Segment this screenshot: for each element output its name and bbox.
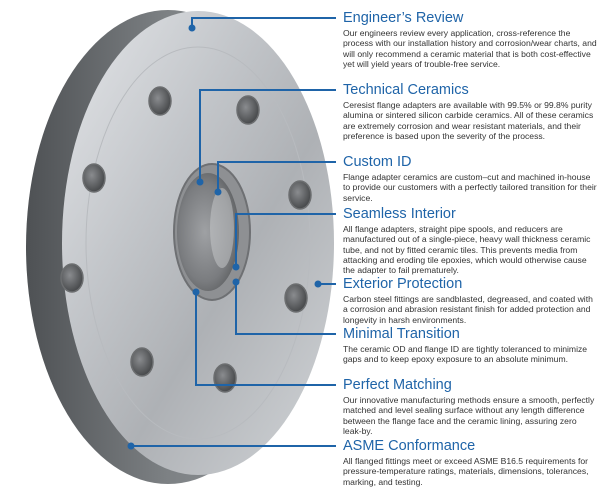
bore [174, 164, 250, 300]
feature-minimal-transition [343, 326, 597, 365]
bolt-hole [83, 164, 105, 192]
feature-body: Our engineers review every application, cross-reference the process with our installation history and corrosion/wear charts, and will only recommend a ceramic material that is both cost-effective yet will yield years of trouble-free service. [343, 28, 597, 69]
callout-dot [315, 281, 322, 288]
bolt-hole [131, 348, 153, 376]
callout-dot [233, 279, 240, 286]
feature-body: Our innovative manufacturing methods ensure a smooth, perfectly matched and level sealing surface without any length difference between the flange face and the ceramic lining, assuring zero leak-by. [343, 395, 595, 436]
bolt-hole [289, 181, 311, 209]
callout-dot [128, 443, 135, 450]
feature-body: All flange adapters, straight pipe spools, and reducers are manufactured out of a single-piece, heavy wall thickness ceramic tube, and not by fitted ceramic tiles. This prevents media from attacking and eroding tile epoxies, which would otherwise cause the adapter to fail prematurely. [343, 224, 591, 276]
feature-body: Flange adapter ceramics are custom–cut and machined in-house to provide our customers with a perfectly tailored transition for their service. [343, 172, 597, 203]
feature-title: Engineer’s Review [343, 10, 464, 26]
bolt-hole [149, 87, 171, 115]
feature-seamless-interior [343, 206, 597, 275]
bolt-hole [237, 96, 259, 124]
callout-dot [233, 264, 240, 271]
feature-custom-id [343, 154, 597, 203]
feature-title: Custom ID [343, 154, 412, 170]
callout-dot [189, 25, 196, 32]
feature-asme-conformance [343, 438, 597, 487]
feature-technical-ceramics [343, 82, 597, 141]
feature-title: Exterior Protection [343, 276, 463, 292]
callout-dot [215, 189, 222, 196]
bolt-hole [214, 364, 236, 392]
callout-dot [197, 179, 204, 186]
feature-title: Seamless Interior [343, 206, 456, 222]
feature-body: The ceramic OD and flange ID are tightly toleranced to minimize gaps and to keep epoxy exposure to an absolute minimum. [343, 344, 588, 365]
feature-title: Perfect Matching [343, 377, 452, 393]
feature-body: Ceresist flange adapters are available with 99.5% or 99.8% purity alumina or sintered silicon carbide ceramics. All of these ceramics are extremely corrosion and wear resistant materials, and their preference is based upon the severity of the process. [343, 100, 594, 141]
feature-engineers-review [343, 10, 597, 69]
feature-exterior-protection [343, 276, 597, 325]
feature-body: All flanged fittings meet or exceed ASME B16.5 requirements for pressure-temperature ratings, materials, dimensions, tolerances, marking, and testing. [343, 456, 589, 487]
feature-body: Carbon steel fittings are sandblasted, degreased, and coated with a corrosion and abrasion resistant finish for added protection and longevity in harsh environments. [343, 294, 593, 325]
bolt-hole [61, 264, 83, 292]
feature-title: Minimal Transition [343, 326, 460, 342]
bolt-hole [285, 284, 307, 312]
feature-perfect-matching [343, 377, 597, 436]
feature-title: Technical Ceramics [343, 82, 469, 98]
bore-highlight [210, 188, 234, 268]
feature-title: ASME Conformance [343, 438, 476, 454]
callout-dot [193, 289, 200, 296]
